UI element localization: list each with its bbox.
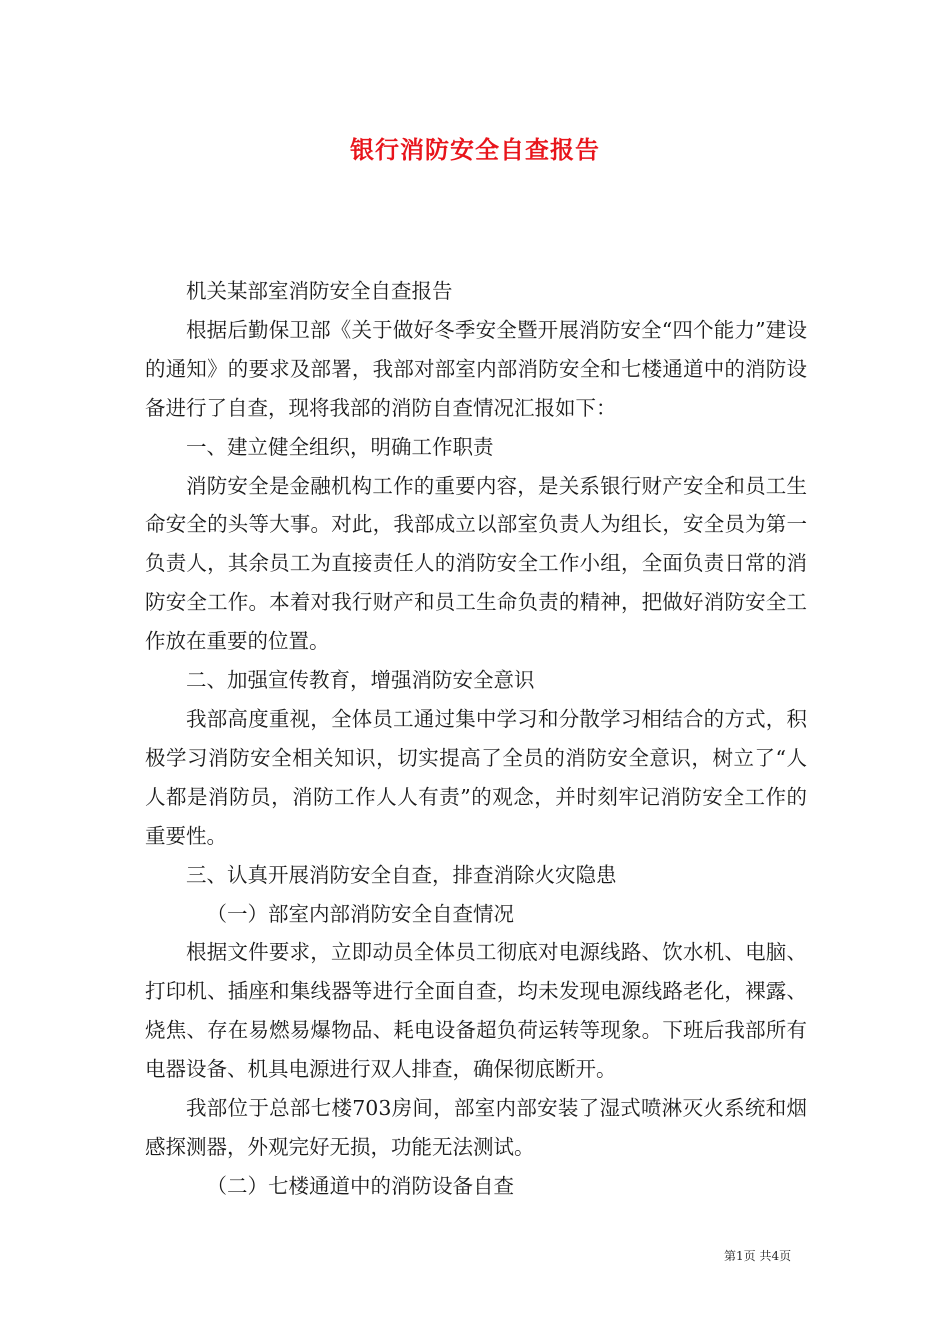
paragraph-subtitle: 机关某部室消防安全自查报告 (186, 279, 453, 303)
document-title: 银行消防安全自查报告 (350, 135, 600, 164)
paragraph-section-1: 消防安全是金融机构工作的重要内容，是关系银行财产安全和员工生命安全的头等大事。对此，我部成立以部室负责人为组长，安全员为第一负责人，其余员工为直接责任人的消防安全工作小组，全面负责日常的消防安全工作。本着对我行财产和员工生命负责的精神，把做好消防安全工作放在重要的位置。 (145, 473, 807, 654)
paragraph-intro: 根据后勤保卫部《关于做好冬季安全暨开展消防安全“四个能力”建设的通知》的要求及部署，我部对部室内部消防安全和七楼通道中的消防设备进行了自查，现将我部的消防自查情况汇报如下： (145, 317, 807, 420)
paragraph-subsection-1a: 根据文件要求，立即动员全体员工彻底对电源线路、饮水机、电脑、打印机、插座和集线器等进行全面自查，均未发现电源线路老化，裸露、烧焦、存在易燃易爆物品、耗电设备超负荷运转等现象。下班后我部所有电器设备、机具电源进行双人排查，确保彻底断开。 (145, 940, 807, 1082)
page-number: 第1页 共4页 (724, 1249, 792, 1263)
paragraph-section-2: 我部高度重视，全体员工通过集中学习和分散学习相结合的方式，积极学习消防安全相关知识，切实提高了全员的消防安全意识，树立了“人人都是消防员，消防工作人人有责”的观念，并时刻牢记消防安全工作的重要性。 (145, 706, 807, 848)
section-heading-2: 二、加强宣传教育，增强消防安全意识 (186, 668, 535, 693)
document-body (145, 272, 807, 1206)
subsection-heading-1: （一）部室内部消防安全自查情况 (206, 901, 514, 926)
section-heading-1: 一、建立健全组织，明确工作职责 (186, 434, 494, 459)
paragraph-subsection-1b: 我部位于总部七楼703房间，部室内部安装了湿式喷淋灭火系统和烟感探测器，外观完好无损，功能无法测试。 (145, 1096, 807, 1159)
subsection-heading-2: （二）七楼通道中的消防设备自查 (206, 1173, 514, 1198)
section-heading-3: 三、认真开展消防安全自查，排查消除火灾隐患 (186, 862, 617, 887)
